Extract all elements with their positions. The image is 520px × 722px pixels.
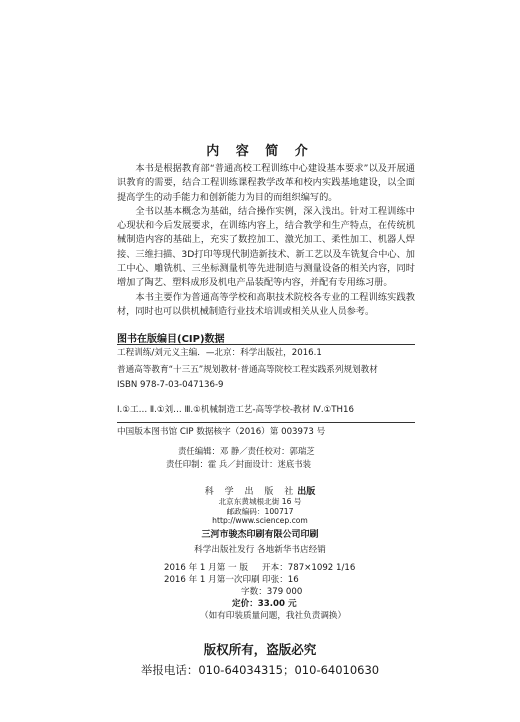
- summary-paragraph: 本书是根据教育部“普通高校工程训练中心建设基本要求”以及开展通识教育的需要，结合工程训练课程教学改革和校内实践基地建设，以全面提高学生的动手能力和创新能力为目的而组织编写的。: [117, 163, 415, 203]
- sheets-info: 印张：16: [262, 575, 299, 585]
- publisher-website: http://www.sciencep.com: [212, 516, 308, 525]
- edition-info: 2016 年 1 月第 一 版: [164, 563, 248, 573]
- production-credits: 责任印制：霍 兵／封面设计：迷底书装: [166, 459, 312, 469]
- cip-classification-line: Ⅰ.①工… Ⅱ.①刘… Ⅲ.①机械制造工艺-高等学校-教材 Ⅳ.①TH16: [117, 405, 354, 415]
- publisher-name: 科 学 出 版 社: [204, 487, 298, 497]
- editor-credits: 责任编辑：邓 静／责任校对：郭瑞芝: [178, 446, 315, 456]
- word-count: 字数：379 000: [241, 587, 303, 597]
- cip-isbn-line: ISBN 978-7-03-047136-9: [117, 380, 224, 390]
- report-hotline: 举报电话：010-64034315；010-64010630: [140, 663, 380, 677]
- summary-paragraph: 本书主要作为普通高等学校和高职技术院校各专业的工程训练实践教材，同时也可以供机械制造行业技术培训或相关从业人员参考。: [117, 291, 415, 317]
- cip-title-line: 工程训练/刘元义主编．—北京：科学出版社，2016.1: [117, 348, 322, 358]
- cip-top-rule: [117, 344, 415, 345]
- summary-title: 内 容 简 介: [206, 144, 314, 159]
- cip-number-line: 中国版本图书馆 CIP 数据核字（2016）第 003973 号: [117, 427, 326, 437]
- quality-note: （如有印装质量问题，我社负责调换）: [200, 611, 347, 621]
- printer-line: 三河市骏杰印刷有限公司印刷: [201, 530, 319, 540]
- summary-paragraph: 全书以基本概念为基础，结合操作实例，深入浅出。针对工程训练中心现状和今后发展要求，在训练内容上，结合教学和生产特点，在传统机械制造内容的基础上，充实了数控加工、激光加工、柔性加工、机器人焊接、三维扫描、3D打印等现代制造新技术、新工艺以及车铣复合中心、加工中心、雕铣机、三坐标测量机等先进制造与测量设备的相关内容，同时增加了陶艺、塑料成形及机电产品装配等内容，并配有专用练习册。: [117, 205, 415, 289]
- publisher-postcode: 邮政编码：100717: [226, 507, 294, 516]
- format-info: 开本：787×1092 1/16: [262, 563, 356, 573]
- cip-bottom-rule: [117, 422, 415, 423]
- cip-series-line: 普通高等教育“十三五”规划教材·普通高等院校工程实践系列规划教材: [117, 365, 378, 375]
- distribution-line: 科学出版社发行 各地新华书店经销: [194, 545, 326, 555]
- summary-body: [117, 162, 415, 319]
- copyright-statement: 版权所有，盗版必究: [203, 642, 317, 657]
- cip-heading: 图书在版编目(CIP)数据: [117, 334, 225, 345]
- price: 定价：33.00 元: [232, 599, 297, 609]
- publisher-suffix: 出版: [297, 487, 316, 497]
- publisher-address: 北京东黄城根北街 16 号: [218, 497, 302, 506]
- printing-info: 2016 年 1 月第一次印刷: [164, 575, 260, 585]
